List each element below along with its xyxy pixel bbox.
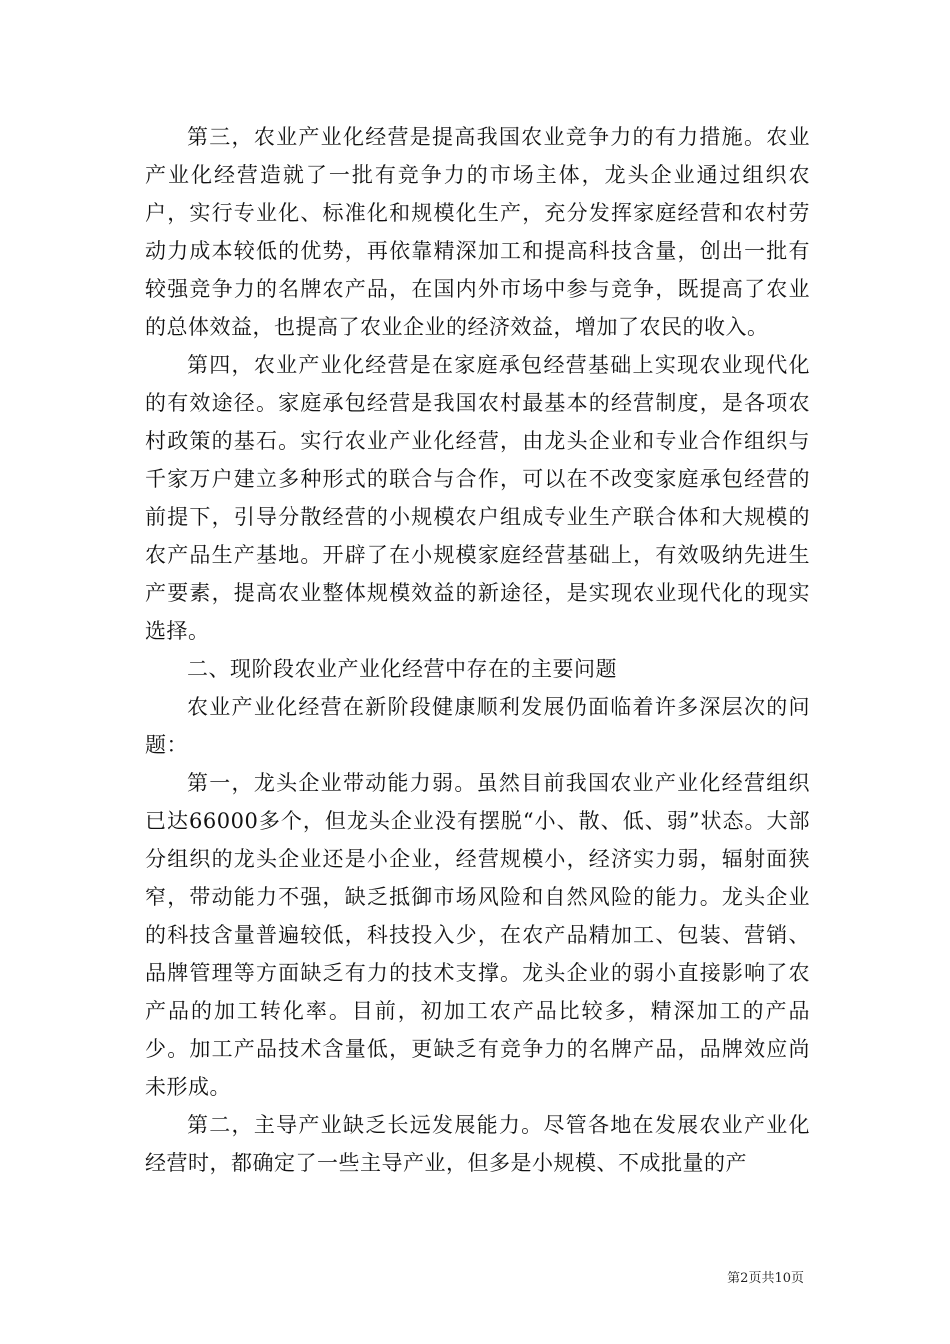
paragraph-second-problem: 第二，主导产业缺乏长远发展能力。尽管各地在发展农业产业化经营时，都确定了一些主导产业，但多是小规模、不成批量的产	[145, 1113, 810, 1175]
section-heading: 二、现阶段农业产业化经营中存在的主要问题	[187, 657, 617, 681]
page-number-footer: 第2页共10页	[727, 1271, 804, 1286]
paragraph-fourth-point: 第四，农业产业化经营是在家庭承包经营基础上实现农业现代化的有效途径。家庭承包经营是我国农村最基本的经营制度，是各项农村政策的基石。实行农业产业化经营，由龙头企业和专业合作组织与千家万户建立多种形式的联合与合作，可以在不改变家庭承包经营的前提下，引导分散经营的小规模农户组成专业生产联合体和大规模的农产品生产基地。开辟了在小规模家庭经营基础上，有效吸纳先进生产要素，提高农业整体规模效益的新途径，是实现农业现代化的现实选择。	[145, 353, 810, 643]
paragraph-first-problem: 第一，龙头企业带动能力弱。虽然目前我国农业产业化经营组织已达66000多个，但龙头企业没有摆脱“小、散、低、弱”状态。大部分组织的龙头企业还是小企业，经营规模小，经济实力弱，辐射面狭窄，带动能力不强，缺乏抵御市场风险和自然风险的能力。龙头企业的科技含量普遍较低，科技投入少，在农产品精加工、包装、营销、品牌管理等方面缺乏有力的技术支撑。龙头企业的弱小直接影响了农产品的加工转化率。目前，初加工农产品比较多，精深加工的产品少。加工产品技术含量低，更缺乏有竞争力的名牌产品，品牌效应尚未形成。	[145, 771, 810, 1099]
document-body	[145, 118, 810, 1182]
paragraph-third-point: 第三，农业产业化经营是提高我国农业竞争力的有力措施。农业产业化经营造就了一批有竞争力的市场主体，龙头企业通过组织农户，实行专业化、标准化和规模化生产，充分发挥家庭经营和农村劳动力成本较低的优势，再依靠精深加工和提高科技含量，创出一批有较强竞争力的名牌农产品，在国内外市场中参与竞争，既提高了农业的总体效益，也提高了农业企业的经济效益，增加了农民的收入。	[145, 125, 810, 339]
paragraph-intro-problems: 农业产业化经营在新阶段健康顺利发展仍面临着许多深层次的问题：	[145, 695, 810, 757]
